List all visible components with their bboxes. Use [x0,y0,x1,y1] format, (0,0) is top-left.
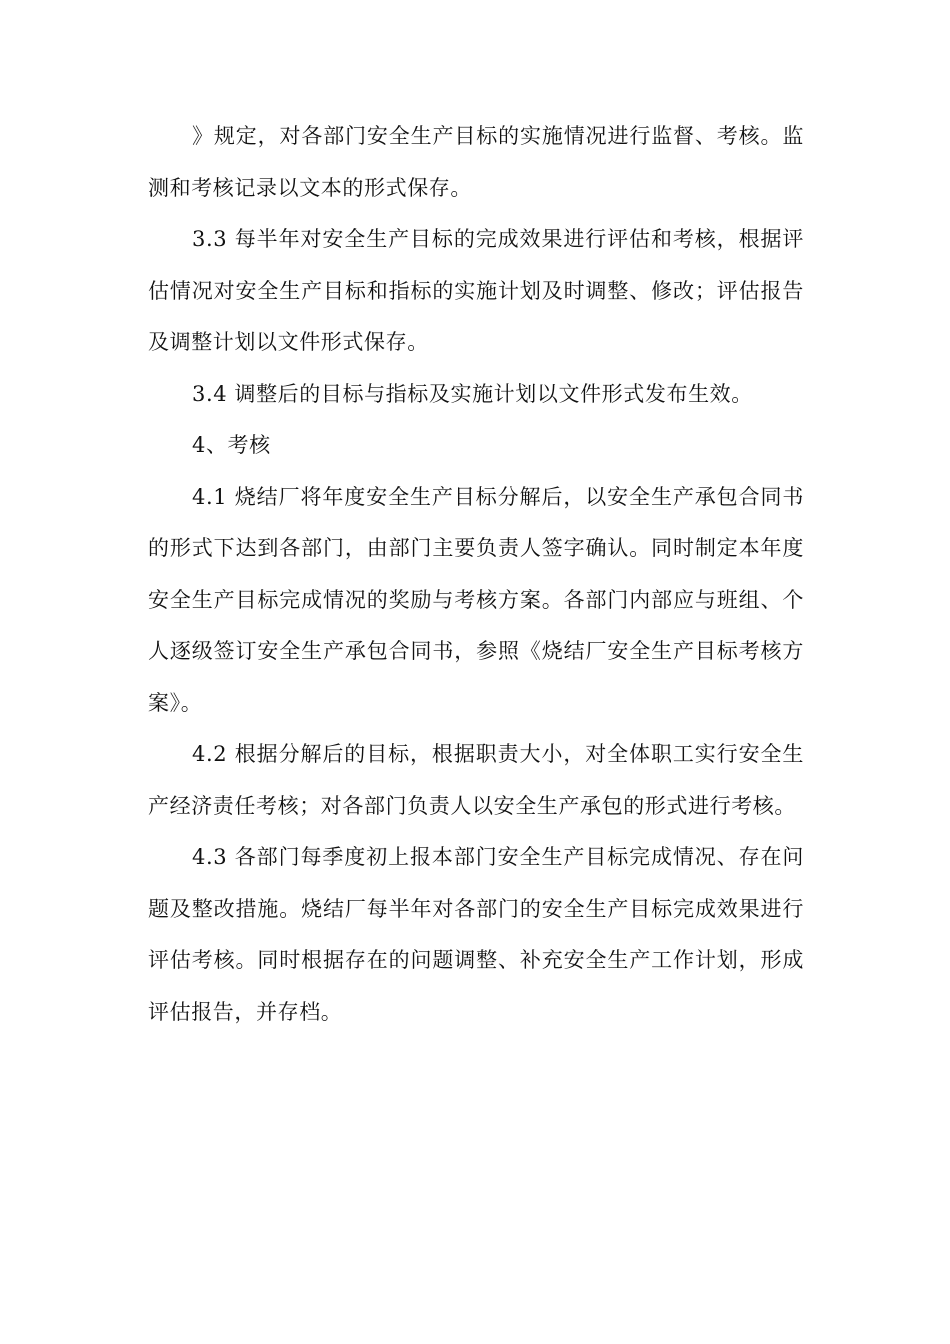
paragraph-4-1: 4.1 烧结厂将年度安全生产目标分解后，以安全生产承包合同书的形式下达到各部门，由部门主要负责人签字确认。同时制定本年度安全生产目标完成情况的奖励与考核方案。各部门内部应与班组、个人逐级签订安全生产承包合同书，参照《烧结厂安全生产目标考核方案》。 [148,484,804,715]
document-body [148,111,804,1038]
section-heading-4: 4、考核 [192,433,271,457]
paragraph-3-4: 3.4 调整后的目标与指标及实施计划以文件形式发布生效。 [192,381,753,406]
paragraph-3-3: 3.3 每半年对安全生产目标的完成效果进行评估和考核，根据评估情况对安全生产目标和指标的实施计划及时调整、修改；评估报告及调整计划以文件形式保存。 [148,227,804,354]
paragraph-4-3: 4.3 各部门每季度初上报本部门安全生产目标完成情况、存在问题及整改措施。烧结厂每半年对各部门的安全生产目标完成效果进行评估考核。同时根据存在的问题调整、补充安全生产工作计划，形成评估报告，并存档。 [148,845,804,1024]
paragraph-4-2: 4.2 根据分解后的目标，根据职责大小，对全体职工实行安全生产经济责任考核；对各部门负责人以安全生产承包的形式进行考核。 [148,742,804,818]
paragraph-3-2-continuation: 》规定，对各部门安全生产目标的实施情况进行监督、考核。监测和考核记录以文本的形式保存。 [148,124,804,200]
